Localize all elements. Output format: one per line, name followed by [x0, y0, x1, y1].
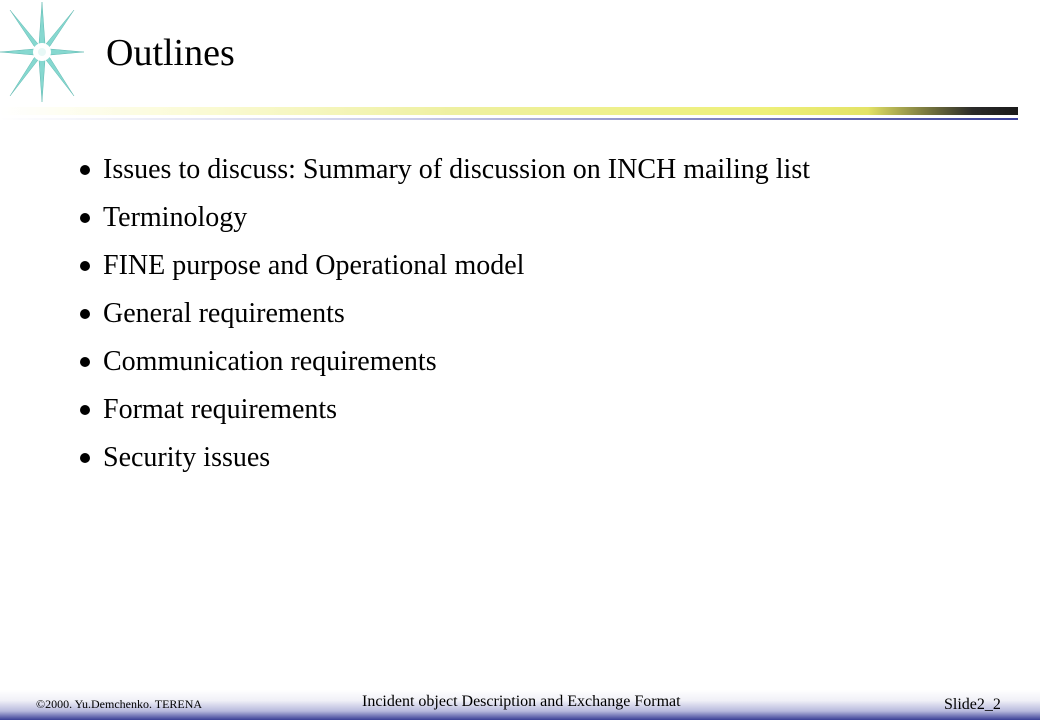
list-item	[80, 338, 810, 386]
list-item	[80, 290, 810, 338]
slide-title: Outlines	[106, 32, 235, 74]
list-item	[80, 242, 810, 290]
bullet-dot-icon	[80, 309, 90, 319]
list-item	[80, 434, 810, 482]
footer-presentation-title: Incident object Description and Exchange Format	[362, 693, 681, 710]
title-underline-bar	[0, 107, 1018, 115]
list-item-text: Security issues	[103, 442, 271, 473]
list-item-text: Format requirements	[103, 394, 338, 425]
list-item-text: General requirements	[103, 298, 345, 329]
bullet-dot-icon	[80, 165, 90, 175]
list-item	[80, 146, 810, 194]
list-item-text: Communication requirements	[103, 346, 437, 377]
bullet-dot-icon	[80, 213, 90, 223]
bullet-list	[80, 146, 810, 482]
starburst-logo-icon	[0, 0, 84, 104]
bullet-dot-icon	[80, 405, 90, 415]
list-item-text: Terminology	[103, 202, 248, 233]
list-item-text: FINE purpose and Operational model	[103, 250, 525, 281]
list-item	[80, 194, 810, 242]
title-underline-thin	[0, 118, 1018, 120]
footer-copyright: ©2000. Yu.Demchenko. TERENA	[36, 697, 203, 711]
bullet-dot-icon	[80, 357, 90, 367]
bullet-dot-icon	[80, 453, 90, 463]
list-item-text: Issues to discuss: Summary of discussion on INCH mailing list	[103, 154, 810, 185]
footer-slide-number: Slide2_2	[944, 696, 1001, 713]
title-underline-shadow	[868, 107, 1018, 115]
bullet-dot-icon	[80, 261, 90, 271]
list-item	[80, 386, 810, 434]
